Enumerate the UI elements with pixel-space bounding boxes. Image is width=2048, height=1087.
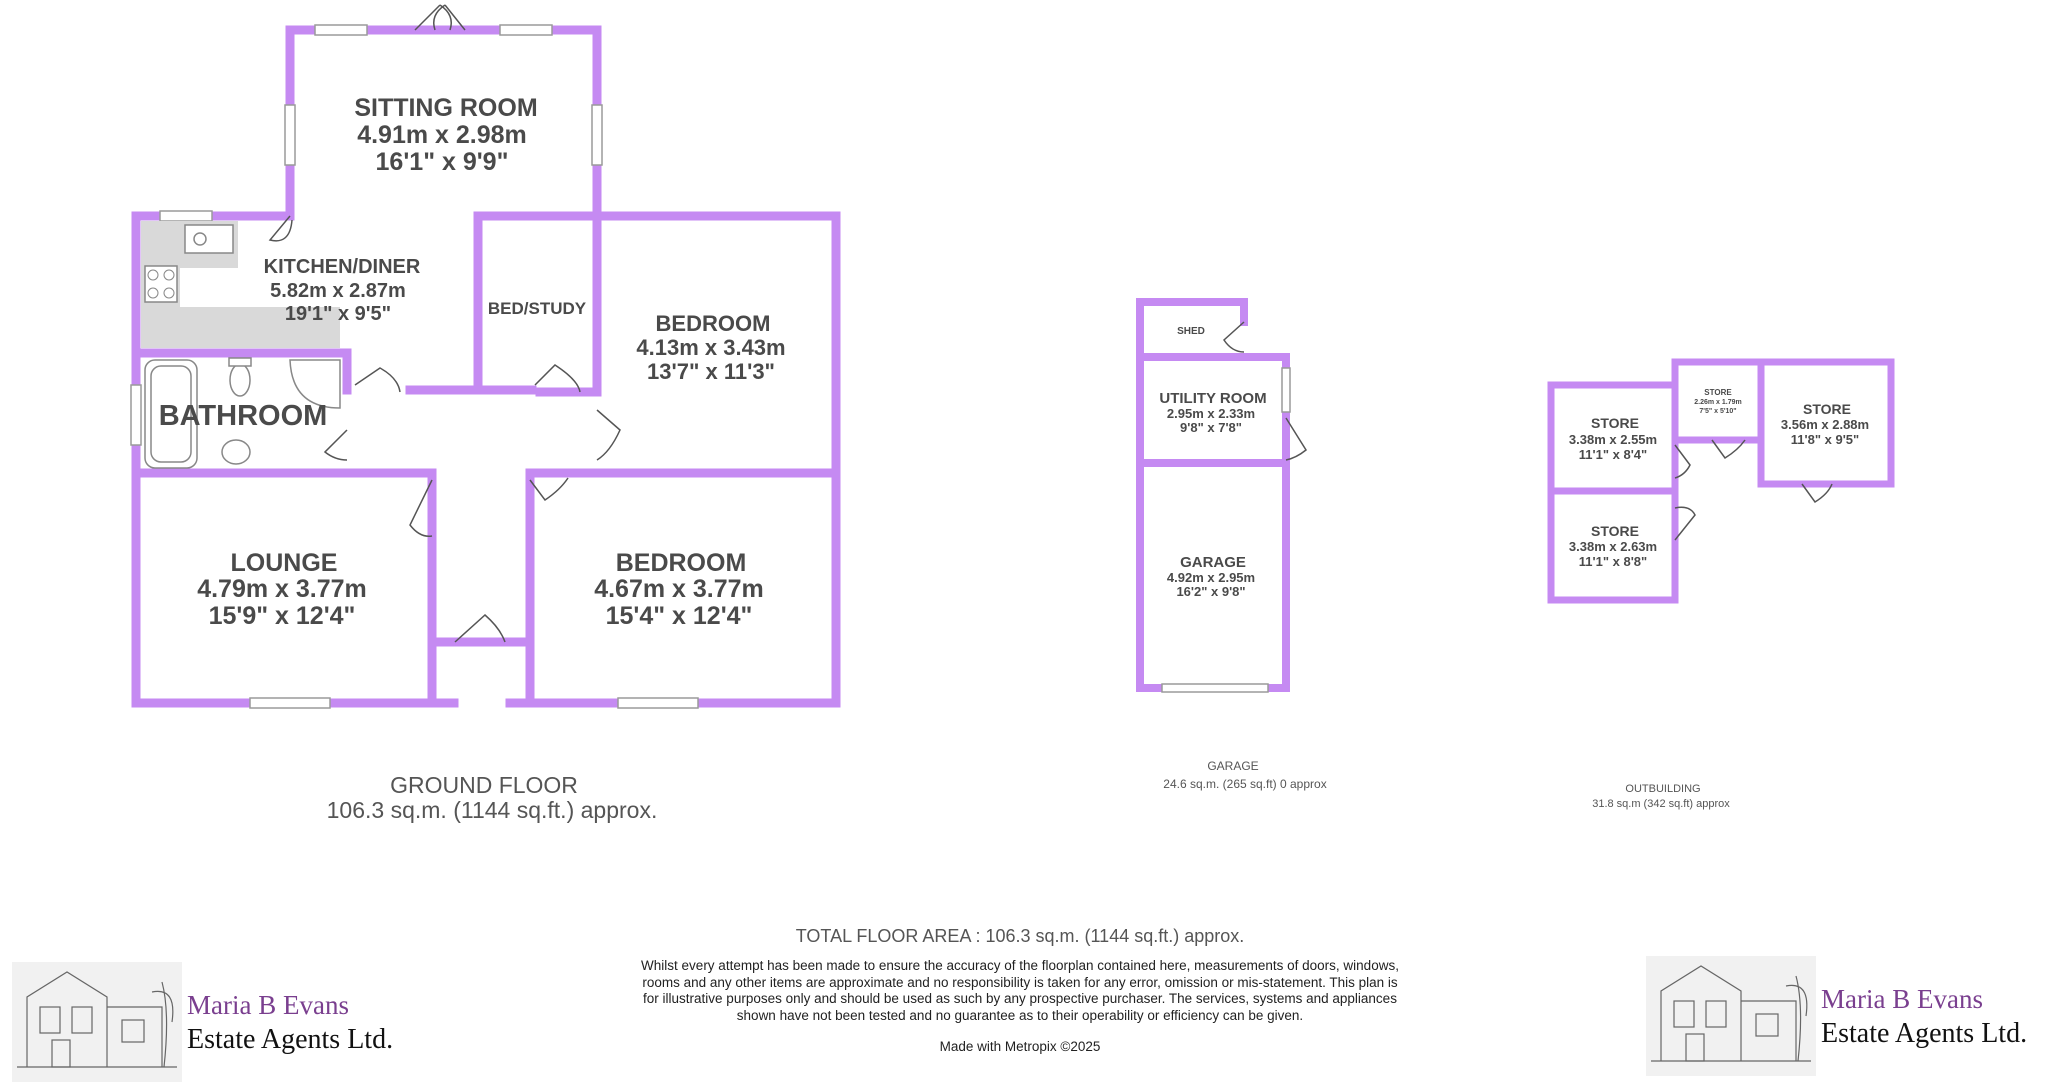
logo-company-suffix: Estate Agents Ltd. [1821,1018,2028,1049]
logo-company-name: Maria B Evans [1821,984,1983,1014]
door-swing [325,430,347,460]
sink-icon [185,225,233,253]
room-imperial: 9'8" x 7'8" [1180,420,1242,435]
room-label-sitting-room [354,94,537,176]
room-name: KITCHEN/DINER [263,256,421,278]
room-imperial: 13'7" x 11'3" [647,359,775,384]
window [160,211,212,221]
room-name: UTILITY ROOM [1159,390,1267,407]
toilet-icon [230,364,250,396]
room-metric: 3.38m x 2.63m [1568,539,1658,554]
agent-logo-right [1646,956,2048,1076]
room-name: GARAGE [1180,554,1246,571]
room-label-bed-study [488,299,587,318]
room-name-shed: SHED [1177,326,1205,337]
room-label-bedroom-2 [594,549,764,630]
room-imperial: 15'4" x 12'4" [605,602,753,630]
room-label-store-2 [1694,388,1741,415]
room-metric: 2.95m x 2.33m [1166,406,1256,421]
ground-floor-area: 106.3 sq.m. (1144 sq.ft.) approx. [326,797,658,823]
room-name: STORE [1591,523,1639,539]
toilet-cistern-icon [229,358,251,366]
window [500,25,552,35]
room-label-bathroom [159,400,328,432]
room-label-store-3 [1781,401,1869,447]
room-name: STORE [1591,415,1639,431]
outbuilding-label: OUTBUILDING [1625,783,1701,795]
room-label-lounge [197,549,367,630]
room-label-kitchen-diner [264,256,421,325]
room-metric: 4.92m x 2.95m [1166,570,1256,585]
room-name: BATHROOM [158,400,328,432]
total-floor-area: TOTAL FLOOR AREA : 106.3 sq.m. (1144 sq.ft.) approx. [795,926,1245,946]
room-name: BEDROOM [615,549,747,577]
door-swing [355,368,400,392]
room-label-bedroom-1 [636,311,785,384]
door-swing [530,478,568,500]
window [285,105,295,165]
garage-door [1162,684,1268,692]
room-imperial: 7'5" x 5'10" [1699,408,1737,415]
room-metric: 3.56m x 2.88m [1780,417,1870,432]
room-name: SITTING ROOM [354,94,538,122]
room-label-store-1 [1569,415,1657,462]
logo-company-suffix: Estate Agents Ltd. [187,1024,394,1055]
made-with-credit: Made with Metropix ©2025 [939,1039,1101,1054]
room-name: BEDROOM [655,311,771,336]
window [250,698,330,708]
room-label-utility-room [1159,390,1266,435]
room-imperial: 11'8" x 9'5" [1790,432,1860,447]
window [592,105,602,165]
room-name: LOUNGE [230,549,338,577]
room-metric: 4.91m x 2.98m [357,121,527,149]
room-imperial: 19'1" x 9'5" [284,303,392,325]
agent-logo-left [12,962,417,1082]
room-metric: 5.82m x 2.87m [270,280,406,302]
door-swing [1224,322,1244,352]
cottage-sketch-icon [1646,956,1816,1076]
garage-label: GARAGE [1207,759,1259,773]
door-swing [597,410,620,460]
room-label-garage [1167,554,1255,599]
outbuilding-area: 31.8 sq.m (342 sq.ft) approx [1592,798,1730,810]
room-imperial: 16'1" x 9'9" [375,148,509,176]
room-metric: 3.38m x 2.55m [1568,432,1658,447]
room-metric: 4.13m x 3.43m [636,335,786,360]
window [618,698,698,708]
disclaimer-text: Whilst every attempt has been made to ensure the accuracy of the floorplan contained here, measurements of doors, windows, rooms and any other items are approximate and no responsibility is taken for any error, omission or mis-statement. This plan is for illustrative purposes only and should be used as such by any prospective purchaser. The services, systems and appliances shown have not been tested and no guarantee as to their operability or efficiency can be given. [641,958,1399,1023]
room-imperial: 11'1" x 8'4" [1578,447,1648,462]
outbuilding-doors [1675,440,1832,540]
room-metric: 4.67m x 3.77m [594,575,764,603]
room-name: BED/STUDY [487,299,587,318]
window [1282,368,1290,412]
room-name: STORE [1803,401,1851,417]
room-metric: 2.26m x 1.79m [1694,399,1742,406]
room-imperial: 16'2" x 9'8" [1176,584,1246,599]
window [315,25,367,35]
room-imperial: 15'9" x 12'4" [208,602,356,630]
logo-company-name: Maria B Evans [187,990,349,1020]
room-imperial: 11'1" x 8'8" [1578,554,1648,569]
garage-area: 24.6 sq.m. (265 sq.ft) 0 approx [1163,777,1327,791]
ground-floor-label: GROUND FLOOR [390,772,578,798]
room-name: STORE [1704,388,1732,397]
cottage-sketch-icon [12,962,182,1082]
room-label-store-4 [1569,523,1657,569]
window [131,385,141,445]
basin-icon [222,440,250,464]
room-metric: 4.79m x 3.77m [197,575,367,603]
garage-plan [1140,302,1286,688]
